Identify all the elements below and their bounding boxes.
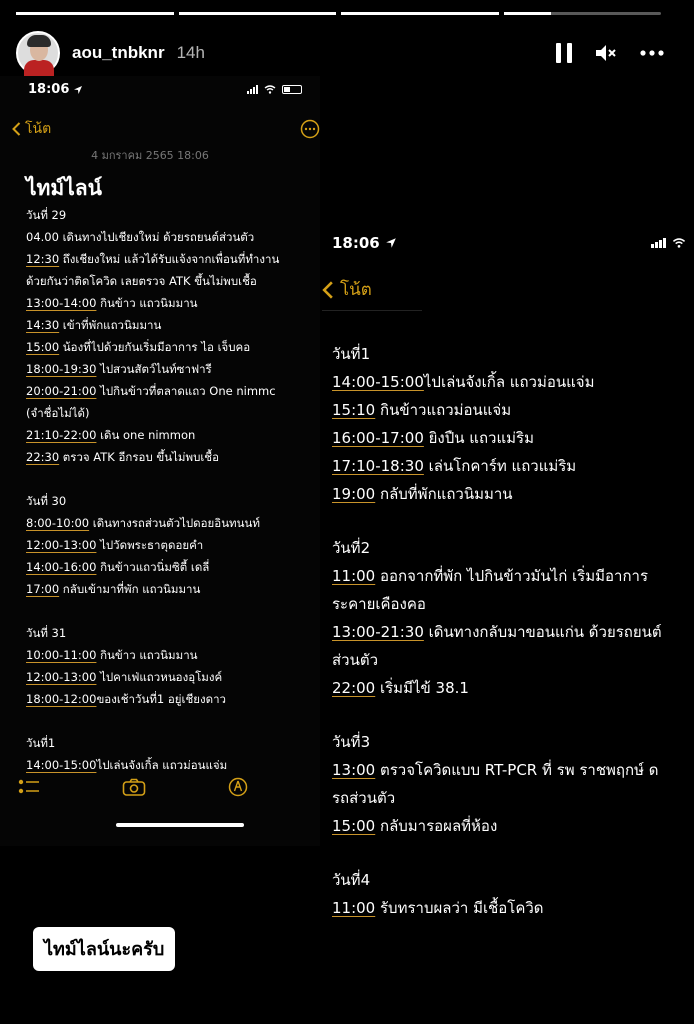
note-text: กินข้าวแถวม่อนแจ่ม bbox=[375, 401, 512, 419]
note-line bbox=[26, 688, 320, 710]
time-link[interactable]: 13:00 bbox=[332, 761, 376, 779]
note-line bbox=[332, 812, 692, 840]
time-link[interactable]: 19:00 bbox=[332, 485, 376, 503]
note-text: เดิน one nimmon bbox=[96, 428, 196, 442]
back-label: โน้ต bbox=[340, 280, 372, 300]
story-progress-bar bbox=[16, 12, 661, 15]
note-text: ไปกินข้าวที่ตลาดแถว One nimmc bbox=[96, 384, 276, 398]
note-text: ไปเล่นจังเกิ้ล แถวม่อนแจ่ม bbox=[96, 758, 228, 772]
time-link[interactable]: 13:00-14:00 bbox=[26, 296, 97, 310]
note-text: กินข้าว แถวนิมมาน bbox=[96, 296, 198, 310]
time-link[interactable]: 14:30 bbox=[26, 318, 60, 332]
notes-toolbar bbox=[18, 774, 248, 800]
note-date: 4 มกราคม 2565 18:06 bbox=[91, 149, 209, 162]
note-line bbox=[26, 534, 320, 556]
time-link[interactable]: 17:00 bbox=[26, 582, 60, 596]
note-text: ของเช้าวันที่1 อยู่เชียงดาว bbox=[96, 692, 227, 706]
progress-fill bbox=[341, 12, 499, 15]
status-bar bbox=[28, 82, 302, 97]
chevron-left-icon bbox=[12, 122, 21, 136]
progress-segment bbox=[504, 12, 662, 15]
note-line bbox=[332, 728, 692, 756]
time-link[interactable]: 12:30 bbox=[26, 252, 60, 266]
story-caption: ไทม์ไลน์นะครับ bbox=[33, 927, 175, 971]
note-line bbox=[332, 368, 692, 396]
divider bbox=[322, 310, 422, 311]
note-text: เข้าที่พักแถวนิมมาน bbox=[59, 318, 162, 332]
note-text: ถึงเชียงใหม่ แล้วได้รับแจ้งจากเพื่อนที่ทำงาน bbox=[59, 252, 280, 266]
note-text: ไปคาเฟ่แถวหนองอุโมงค์ bbox=[96, 670, 223, 684]
status-time: 18:06 bbox=[28, 82, 70, 97]
note-text: น้องที่ไปด้วยกันเริ่มมีอาการ ไอ เจ็บคอ bbox=[59, 340, 251, 354]
time-ago: 14h bbox=[176, 43, 205, 62]
note-gap bbox=[26, 468, 320, 490]
note-line bbox=[26, 754, 320, 776]
note-text: กลับเข้ามาที่พัก แถวนิมมาน bbox=[59, 582, 201, 596]
time-link[interactable]: 11:00 bbox=[332, 899, 376, 917]
notes-screenshot-left bbox=[0, 76, 320, 846]
wifi-icon bbox=[672, 238, 686, 248]
progress-fill bbox=[179, 12, 337, 15]
location-arrow-icon bbox=[73, 85, 83, 95]
note-line bbox=[26, 578, 320, 600]
time-link[interactable]: 21:10-22:00 bbox=[26, 428, 97, 442]
note-line bbox=[26, 490, 320, 512]
note-text: วันที่2 bbox=[332, 539, 371, 557]
time-link[interactable]: 11:00 bbox=[332, 567, 376, 585]
checklist-icon[interactable] bbox=[18, 778, 40, 796]
note-line bbox=[26, 402, 320, 424]
note-text: ด้วยกันว่าติดโควิด เลยตรวจ ATK ขึ้นไม่พบเชื้อ bbox=[26, 274, 257, 288]
note-line bbox=[332, 396, 692, 424]
note-line bbox=[332, 646, 692, 674]
location-arrow-icon bbox=[385, 237, 397, 249]
note-text: 04.00 เดินทางไปเชียงใหม่ ด้วยรถยนต์ส่วนตัว bbox=[26, 230, 255, 244]
time-link[interactable]: 16:00-17:00 bbox=[332, 429, 424, 447]
wifi-icon bbox=[264, 85, 276, 94]
note-line bbox=[332, 562, 692, 590]
battery-icon bbox=[282, 85, 302, 94]
note-line bbox=[332, 340, 692, 368]
note-gap bbox=[332, 508, 692, 534]
chevron-left-icon bbox=[322, 281, 334, 299]
note-line bbox=[332, 784, 692, 812]
note-text: กินข้าวแถวนิ่มซิตี้ เดลี่ bbox=[96, 560, 210, 574]
status-time: 18:06 bbox=[332, 234, 380, 252]
note-line bbox=[26, 314, 320, 336]
note-text: กลับมารอผลที่ห้อง bbox=[375, 817, 498, 835]
progress-fill bbox=[504, 12, 551, 15]
note-text: เดินทางกลับมาขอนแก่น ด้วยรถยนต์ bbox=[423, 623, 662, 641]
note-line bbox=[26, 556, 320, 578]
back-button[interactable] bbox=[322, 276, 372, 303]
note-line bbox=[26, 446, 320, 468]
status-bar bbox=[332, 234, 694, 252]
note-line bbox=[26, 512, 320, 534]
note-body[interactable] bbox=[332, 340, 692, 922]
signal-icon bbox=[651, 238, 666, 248]
note-line bbox=[26, 424, 320, 446]
note-line bbox=[332, 424, 692, 452]
progress-fill bbox=[16, 12, 174, 15]
progress-segment bbox=[341, 12, 499, 15]
time-link[interactable]: 18:00-12:00 bbox=[26, 692, 97, 706]
time-link[interactable]: 17:10-18:30 bbox=[332, 457, 424, 475]
note-text: รถส่วนตัว bbox=[332, 789, 396, 807]
note-text: วันที่ 29 bbox=[26, 208, 67, 222]
username[interactable]: aou_tnbknr bbox=[72, 43, 165, 62]
home-indicator bbox=[116, 823, 244, 827]
note-gap bbox=[26, 710, 320, 732]
ellipsis-circle-icon[interactable] bbox=[300, 119, 320, 139]
note-text: วันที่1 bbox=[332, 345, 371, 363]
note-line bbox=[26, 666, 320, 688]
note-line bbox=[26, 270, 320, 292]
note-gap bbox=[26, 600, 320, 622]
note-line bbox=[332, 618, 692, 646]
note-line bbox=[26, 336, 320, 358]
note-text: เดินทางรถส่วนตัวไปดอยอินทนนท์ bbox=[89, 516, 260, 530]
note-line bbox=[26, 644, 320, 666]
note-line bbox=[26, 380, 320, 402]
note-line bbox=[332, 590, 692, 618]
notes-screenshot-right bbox=[322, 218, 694, 938]
time-link[interactable]: 14:00-15:00 bbox=[332, 373, 424, 391]
note-gap bbox=[332, 702, 692, 728]
note-line bbox=[332, 452, 692, 480]
time-link[interactable]: 15:00 bbox=[26, 340, 60, 354]
note-text: วันที่ 31 bbox=[26, 626, 67, 640]
back-button[interactable] bbox=[12, 118, 51, 140]
mute-icon[interactable] bbox=[594, 43, 618, 63]
note-text: กลับที่พักแถวนิมมาน bbox=[375, 485, 513, 503]
progress-segment bbox=[179, 12, 337, 15]
progress-segment bbox=[16, 12, 174, 15]
time-link[interactable]: 15:00 bbox=[332, 817, 376, 835]
time-link[interactable]: 12:00-13:00 bbox=[26, 670, 97, 684]
time-link[interactable]: 14:00-16:00 bbox=[26, 560, 97, 574]
note-text: วันที่ 30 bbox=[26, 494, 67, 508]
note-line bbox=[332, 674, 692, 702]
note-text: (จำชื่อไม่ได้) bbox=[26, 406, 90, 420]
time-link[interactable]: 20:00-21:00 bbox=[26, 384, 97, 398]
time-link[interactable]: 15:10 bbox=[332, 401, 376, 419]
back-label: โน้ต bbox=[25, 121, 52, 137]
time-link[interactable]: 12:00-13:00 bbox=[26, 538, 97, 552]
note-title: ไทม์ไลน์ bbox=[26, 176, 103, 200]
time-link[interactable]: 14:00-15:00 bbox=[26, 758, 97, 772]
note-text: รับทราบผลว่า มีเชื้อโควิด bbox=[375, 899, 544, 917]
pause-icon[interactable] bbox=[556, 43, 572, 63]
note-text: วันที่1 bbox=[26, 736, 56, 750]
note-line bbox=[332, 480, 692, 508]
note-line bbox=[26, 204, 320, 226]
note-line bbox=[332, 534, 692, 562]
camera-icon[interactable] bbox=[122, 778, 146, 796]
note-text: ตรวจโควิดแบบ RT-PCR ที่ รพ ราชพฤกษ์ ด bbox=[375, 761, 659, 779]
note-text: กินข้าว แถวนิมมาน bbox=[96, 648, 198, 662]
note-text: วันที่3 bbox=[332, 733, 371, 751]
markup-pen-icon[interactable] bbox=[228, 777, 248, 797]
note-line bbox=[26, 358, 320, 380]
note-text: เริ่มมีไข้ 38.1 bbox=[375, 679, 469, 697]
note-text: ไปเล่นจังเกิ้ล แถวม่อนแจ่ม bbox=[423, 373, 595, 391]
note-line bbox=[332, 866, 692, 894]
note-line bbox=[332, 756, 692, 784]
time-link[interactable]: 22:00 bbox=[332, 679, 376, 697]
note-gap bbox=[332, 840, 692, 866]
note-body[interactable] bbox=[26, 204, 320, 772]
note-text: ระคายเคืองคอ bbox=[332, 595, 426, 613]
time-link[interactable]: 10:00-11:00 bbox=[26, 648, 97, 662]
note-text: ส่วนตัว bbox=[332, 651, 378, 669]
signal-icon bbox=[247, 85, 258, 94]
time-link[interactable]: 13:00-21:30 bbox=[332, 623, 424, 641]
time-link[interactable]: 8:00-10:00 bbox=[26, 516, 90, 530]
note-text: ตรวจ ATK อีกรอบ ขึ้นไม่พบเชื้อ bbox=[59, 450, 220, 464]
note-line bbox=[26, 292, 320, 314]
note-line bbox=[26, 732, 320, 754]
notes-nav-bar bbox=[12, 118, 320, 140]
time-link[interactable]: 18:00-19:30 bbox=[26, 362, 97, 376]
time-link[interactable]: 22:30 bbox=[26, 450, 60, 464]
note-text: ไปสวนสัตว์ไนท์ซาฟารี bbox=[96, 362, 212, 376]
note-text: ไปวัดพระธาตุดอยคำ bbox=[96, 538, 204, 552]
note-line bbox=[332, 894, 692, 922]
note-line bbox=[26, 248, 320, 270]
note-line bbox=[26, 622, 320, 644]
note-text: เล่นโกคาร์ท แถวแม่ริม bbox=[423, 457, 577, 475]
note-text: วันที่4 bbox=[332, 871, 371, 889]
note-line bbox=[26, 226, 320, 248]
avatar[interactable] bbox=[16, 31, 60, 75]
note-text: ยิงปืน แถวแม่ริม bbox=[423, 429, 534, 447]
more-icon[interactable] bbox=[640, 50, 664, 56]
note-text: ออกจากที่พัก ไปกินข้าวมันไก่ เริ่มมีอาการ bbox=[375, 567, 649, 585]
story-header bbox=[16, 30, 664, 76]
